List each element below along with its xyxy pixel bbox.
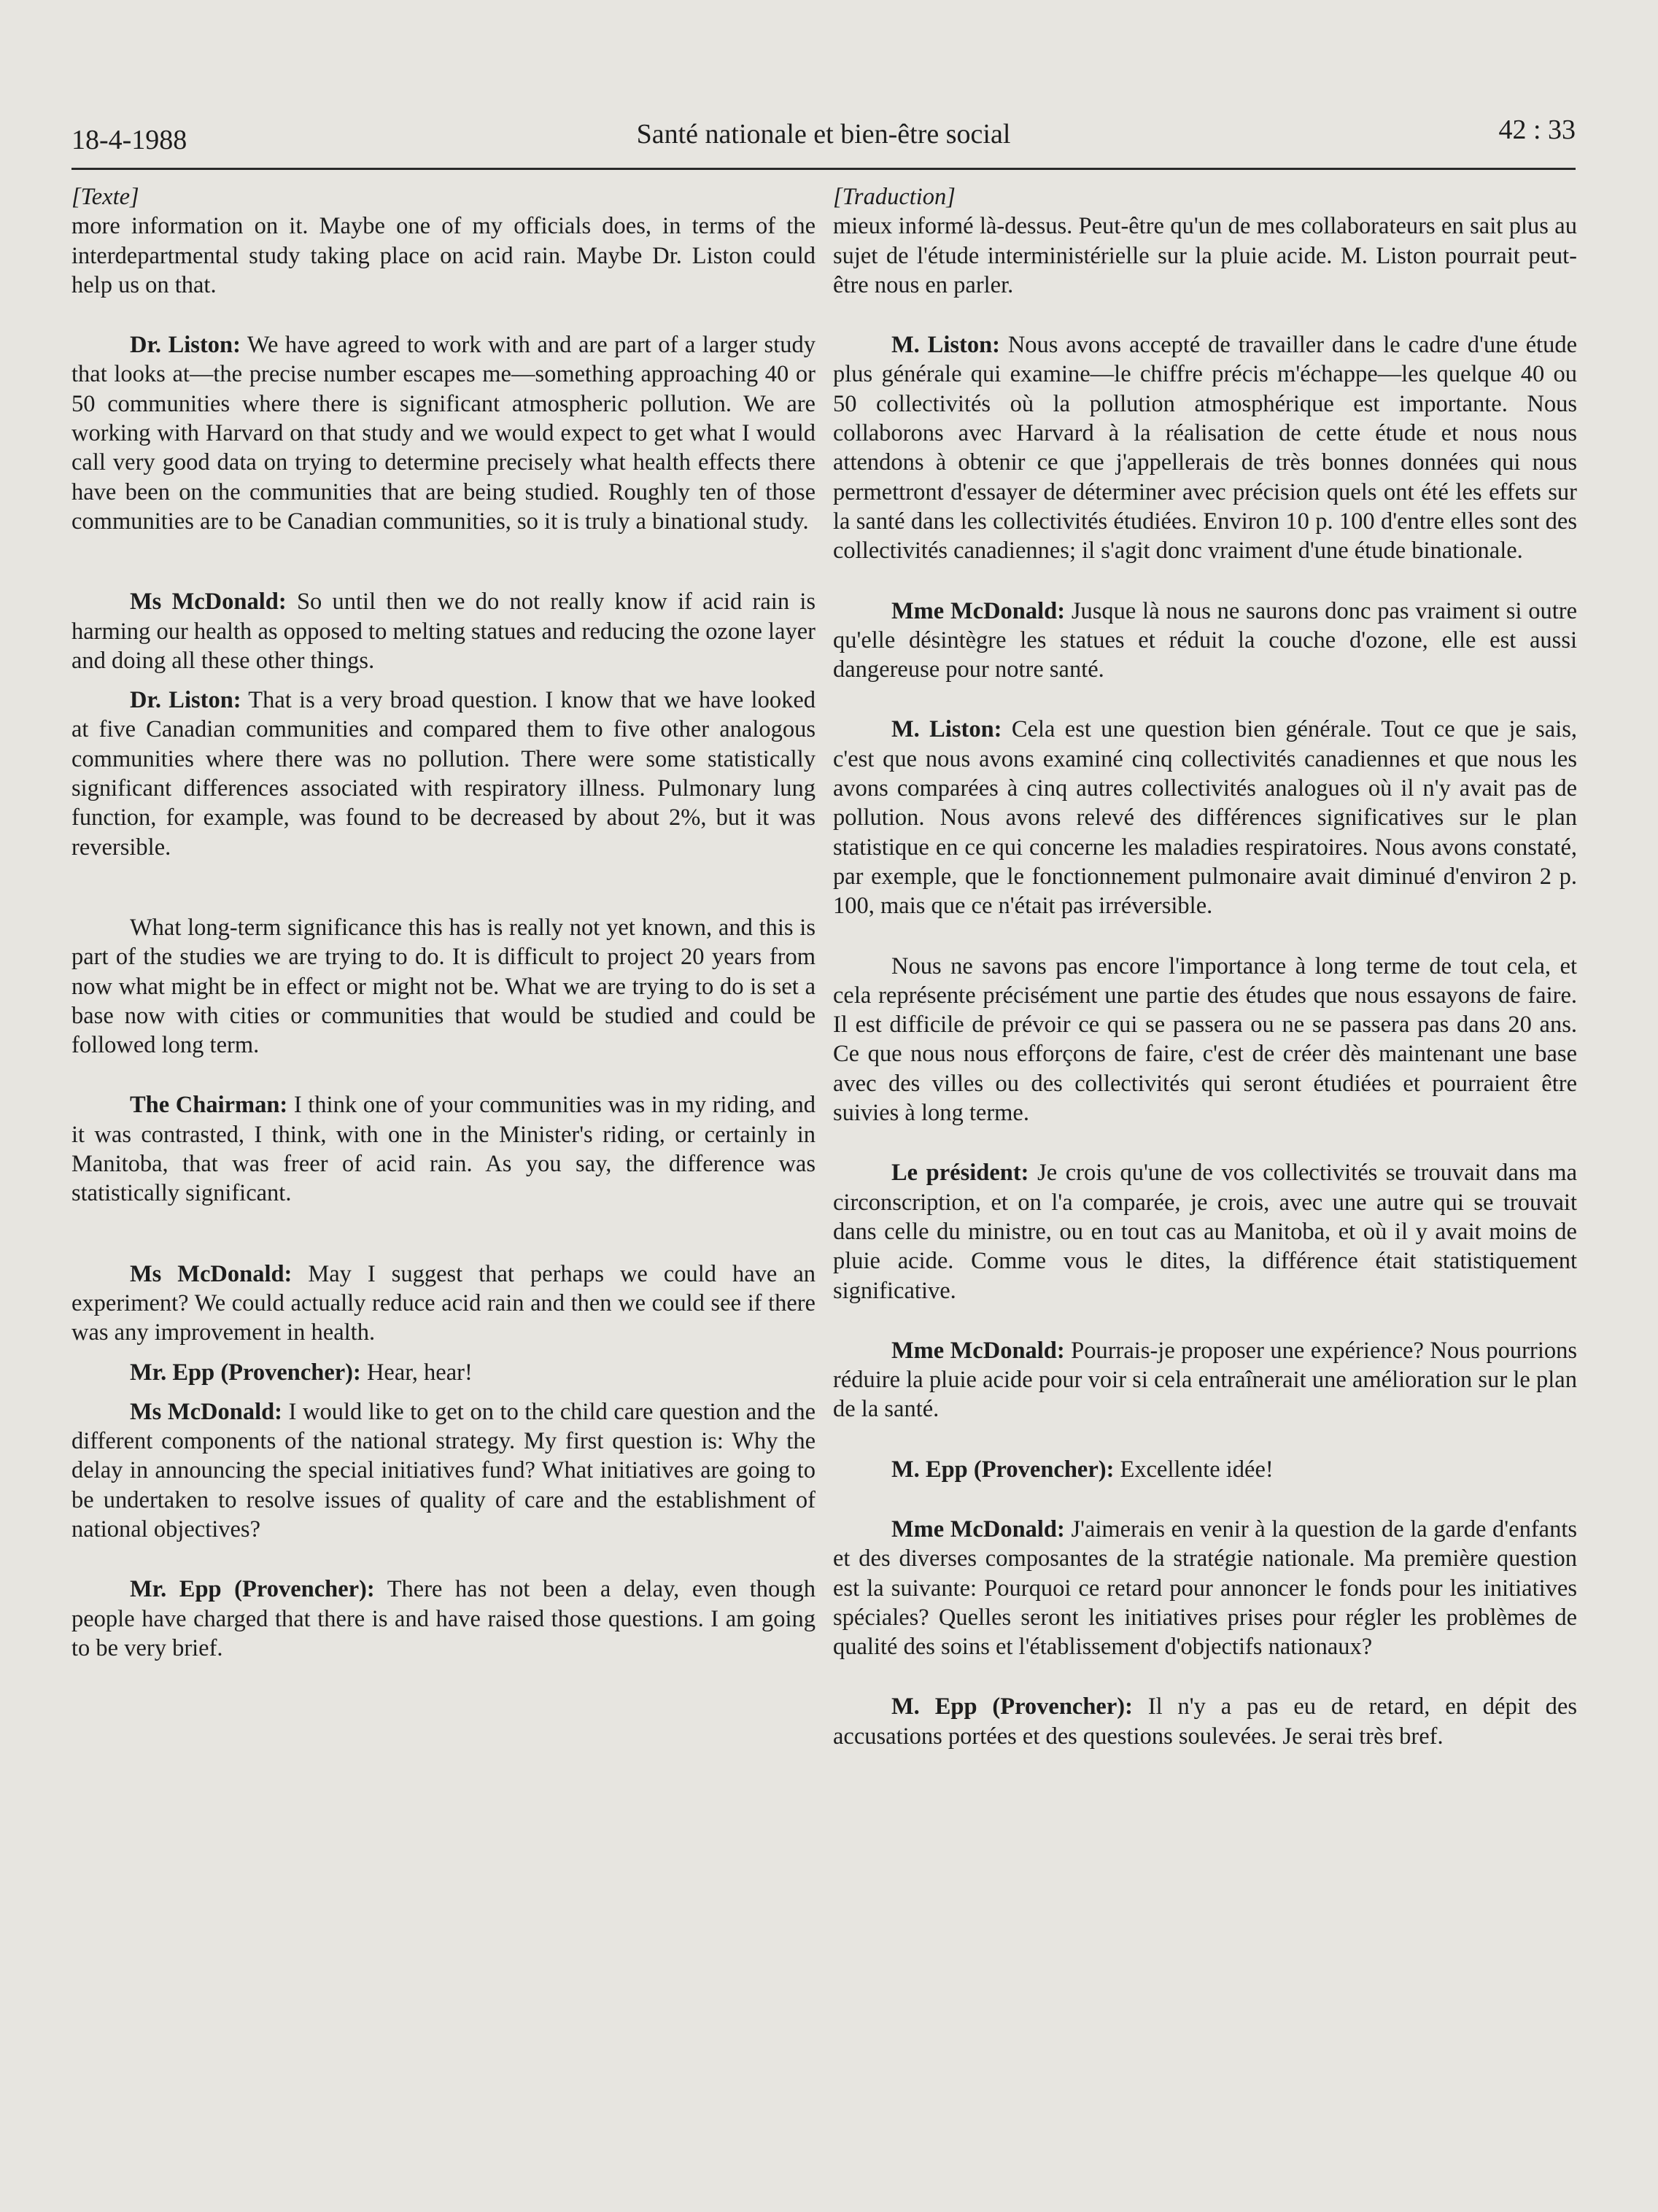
paragraph-text: Jusque là nous ne saurons donc pas vraiment si outre qu'elle désintègre les statues et réduit la couche d'ozone, elle est aussi dangereuse pour notre santé. [833,597,1577,683]
speaker-name: M. Liston: [891,716,1002,743]
column-label: [Traduction] [833,184,956,210]
paragraph-text: J'aimerais en venir à la question de la garde d'enfants et des diverses composantes de la stratégie nationale. Ma première question est la suivante: Pourquoi ce retard pour annoncer le fonds pour les initiatives spéciales? Quelles seront les initiatives prises pour régler les problèmes de qualité des soins et l'établissement d'objectifs nationaux? [833,1516,1578,1661]
paragraph [71,1090,816,1208]
speaker-name: Mme McDonald: [891,597,1066,624]
paragraph [71,913,816,1060]
paragraph [833,597,1577,685]
paragraph [833,330,1577,565]
paragraph-text: Cela est une question bien générale. Tout ce que je sais, c'est que nous avons examiné cinq collectivités canadiennes et que nous les avons comparées à cinq autres collectivités analogues où il n'y avait pas de pollution. Nous avons relevé des différences significatives sur le plan statistique en ce qui concerne les maladies respiratoires. Nous avons constaté, par exemple, que le fonctionnement pulmonaire avait diminué d'environ 2 p. 100, mais que ce n'était pas irréversible. [833,716,1578,920]
paragraph-text: Il n'y a pas eu de retard, en dépit des accusations portées et des questions soulevées. Je serai très bref. [833,1693,1577,1750]
paragraph-text: mieux informé là-dessus. Peut-être qu'un de mes collaborateurs en sait plus au sujet de l'étude interministérielle sur la pluie acide. M. Liston pourrait peut-être nous en parler. [833,213,1577,298]
column-label: [Texte] [71,184,139,210]
paragraph [71,212,816,300]
paragraph-text: I think one of your communities was in my riding, and it was contrasted, I think, with one in the Minister's riding, or certainly in Manitoba, that was freer of acid rain. As you say, the difference was statistically significant. [71,1092,816,1207]
paragraph-text: Hear, hear! [366,1359,473,1386]
speaker-name: Ms McDonald: [130,1398,283,1425]
paragraph-text: May I suggest that perhaps we could have an experiment? We could actually reduce acid rain and then we could see if there was any improvement in health. [71,1260,816,1346]
paragraph-text: We have agreed to work with and are part of a larger study that looks at—the precise number escapes me—something approaching 40 or 50 communities where there is significant atmospheric pollution. We are working with Harvard on that study and we would expect to get what I would call very good data on trying to determine precisely what health effects there have been on the communities that are being studied. Roughly ten of those communities are to be Canadian communities, so it is truly a binational study. [71,332,816,535]
paragraph-text: more information on it. Maybe one of my officials does, in terms of the interdepartmental study taking place on acid rain. Maybe Dr. Liston could help us on that. [71,213,816,298]
english-column [71,182,816,1693]
paragraph [833,1158,1577,1305]
paragraph-text: Nous ne savons pas encore l'importance à long terme de tout cela, et cela représente précisément une partie des études que nous essayons de faire. Il est difficile de prévoir ce qui se passera ou ne se passera pas dans 20 ans. Ce que nous nous efforçons de faire, c'est de créer dès maintenant une base avec des villes ou des collectivités qui seront étudiées et pourraient être suivies à long terme. [833,952,1577,1127]
paragraph-text: Je crois qu'une de vos collectivités se trouvait dans ma circonscription, et on l'a comparée, je crois, avec une autre qui se trouvait dans celle du ministre, ou en tout cas au Manitoba, et où il y avait moins de pluie acide. Comme vous le dites, la différence était statistiquement significative. [833,1160,1577,1304]
header-date: 18-4-1988 [71,125,187,155]
speaker-name: Dr. Liston: [130,332,241,359]
paragraph [833,1455,1577,1484]
paragraph-text: There has not been a delay, even though people have charged that there is and have raised those questions. I am going to be very brief. [71,1576,816,1661]
speaker-name: M. Epp (Provencher): [891,1693,1133,1720]
speaker-name: Mme McDonald: [891,1337,1065,1364]
speaker-name: Ms McDonald: [130,1260,293,1287]
paragraph-text: Nous avons accepté de travailler dans le cadre d'une étude plus générale qui examine—le chiffre précis m'échappe—les quelque 40 ou 50 collectivités où la pollution atmosphérique est importante. Nous collaborons avec Harvard à la réalisation de cette étude et nous nous attendons à obtenir ce que j'appellerais de très bonnes données qui nous permettront d'essayer de déterminer avec précision quels ont été les effets sur la santé dans les collectivités étudiées. Environ 10 p. 100 d'entre elles sont des collectivités canadiennes; il s'agit donc vraiment d'une étude binationale. [833,332,1577,564]
speaker-name: Mr. Epp (Provencher): [130,1576,375,1603]
paragraph [833,1692,1577,1751]
paragraph-text: Excellente idée! [1120,1456,1274,1483]
paragraph-text: Pourrais-je proposer une expérience? Nous pourrions réduire la pluie acide pour voir si cela entraînerait une amélioration sur le plan de la santé. [833,1337,1577,1423]
page-header [71,117,1576,170]
paragraph [833,1336,1577,1424]
speaker-name: Dr. Liston: [130,687,241,714]
speaker-name: Le président: [891,1160,1029,1187]
paragraph [71,1358,816,1387]
french-column [833,182,1577,1782]
paragraph [833,1515,1577,1661]
speaker-name: The Chairman: [130,1092,288,1119]
speaker-name: Ms McDonald: [130,589,287,616]
paragraph [71,1397,816,1544]
header-title: Santé nationale et bien-être social [636,119,1011,150]
paragraph [833,715,1577,920]
paragraph [833,212,1577,300]
paragraph-text: What long-term significance this has is really not yet known, and this is part of the studies we are trying to do. It is difficult to project 20 years from now what might be in effect or might not be. What we are trying to do is set a base now with cities or communities that would be studied and could be followed long term. [71,914,816,1059]
paragraph [833,952,1577,1128]
speaker-name: M. Epp (Provencher): [891,1456,1115,1483]
speaker-name: Mr. Epp (Provencher): [130,1359,361,1386]
speaker-name: Mme McDonald: [891,1516,1065,1542]
paragraph [71,686,816,862]
paragraph [71,587,816,675]
paragraph-text: That is a very broad question. I know that we have looked at five Canadian communities and compared them to five other analogous communities where there was no pollution. There were some statistically significant differences associated with respiratory illness. Pulmonary lung function, for example, was found to be decreased by about 2%, but it was reversible. [71,687,816,861]
speaker-name: M. Liston: [891,332,1000,359]
paragraph [71,330,816,536]
paragraph [71,1260,816,1348]
paragraph [71,1575,816,1663]
header-page-number: 42 : 33 [1498,115,1576,145]
paragraph-text: So until then we do not really know if acid rain is harming our health as opposed to melting statues and reducing the ozone layer and doing all these other things. [71,589,816,674]
paragraph-text: I would like to get on to the child care question and the different components of the national strategy. My first question is: Why the delay in announcing the special initiatives fund? What initiatives are going to be undertaken to resolve issues of quality of care and the establishment of national objectives? [71,1398,816,1542]
